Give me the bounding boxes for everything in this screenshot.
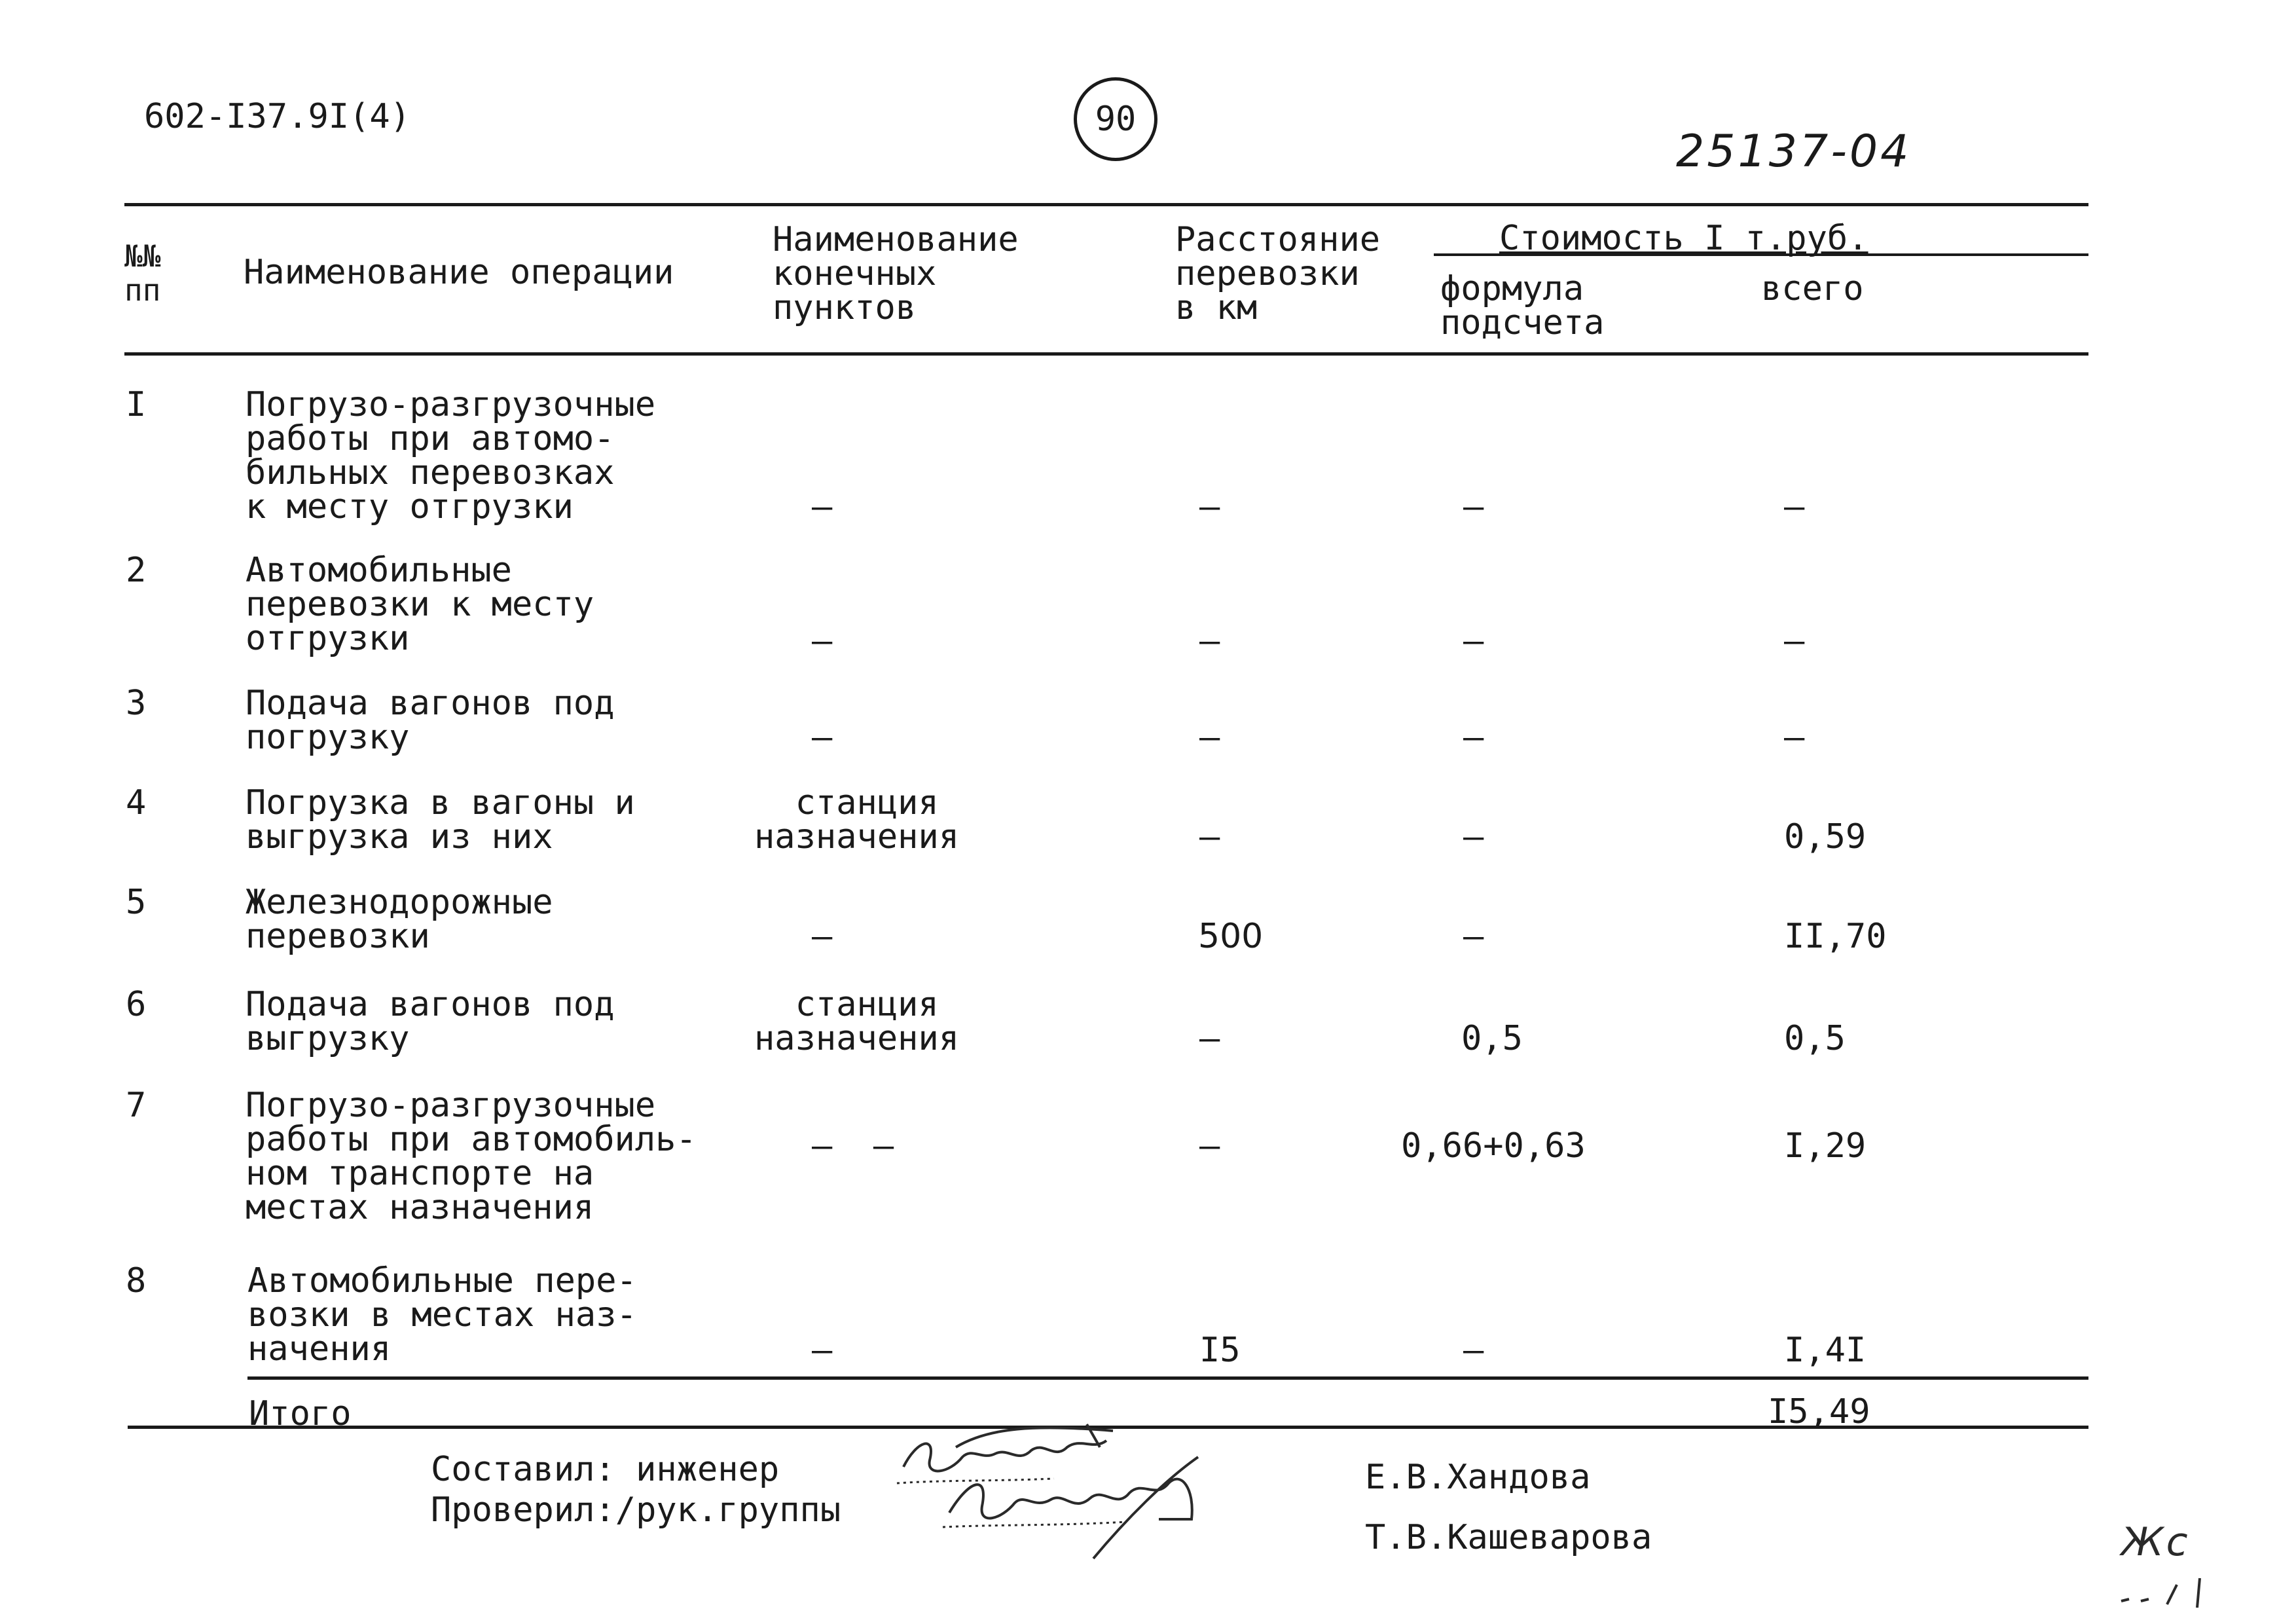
row-2-end-points: –	[812, 621, 833, 661]
signature-checked	[930, 1454, 1211, 1572]
row-6-formula: 0,5	[1461, 1019, 1523, 1058]
checked-name: Т.В.Кашеварова	[1365, 1518, 1652, 1557]
row-6-distance: –	[1199, 1019, 1220, 1058]
row-7-number: 7	[126, 1086, 147, 1125]
row-8-total: I,4I	[1784, 1331, 1867, 1370]
row-1-operation: Погрузо-разгрузочные работы при автомо- бильных перевозках к месту отгрузки	[246, 385, 656, 526]
row-7-operation: Погрузо-разгрузочные работы при автомобиль- ном транспорте на местах назначения	[246, 1086, 697, 1227]
row-3-operation: Подача вагонов под погрузку	[246, 684, 615, 757]
header-operation: Наименование операции	[244, 253, 674, 292]
row-2-number: 2	[126, 551, 147, 590]
row-1-distance: –	[1199, 487, 1220, 526]
row-1-formula: –	[1463, 487, 1484, 526]
row-1-end-points: –	[812, 487, 833, 526]
row-5-end-points: –	[812, 917, 833, 956]
row-8-end-points: –	[812, 1331, 833, 1370]
row-8-distance: I5	[1199, 1331, 1241, 1370]
margin-note-mark	[2115, 1572, 2219, 1611]
row-4-number: 4	[126, 783, 147, 822]
row-3-number: 3	[126, 684, 147, 723]
row-7-total: I,29	[1784, 1126, 1867, 1166]
compiled-name: Е.В.Хандова	[1365, 1458, 1591, 1497]
row-6-operation: Подача вагонов под выгрузку	[246, 985, 615, 1058]
row-8-number: 8	[126, 1261, 147, 1301]
row-8-formula: –	[1463, 1331, 1484, 1370]
row-6-number: 6	[126, 985, 147, 1024]
row-2-total: –	[1784, 621, 1805, 661]
total-value: I5,49	[1768, 1392, 1870, 1431]
row-3-end-points: –	[812, 718, 833, 757]
row-4-total: 0,59	[1784, 817, 1867, 857]
header-end-points: Наименование конечных пунктов	[773, 220, 1019, 327]
document-code: 602-I37.9I(4)	[144, 97, 410, 136]
row-2-formula: –	[1463, 621, 1484, 661]
row-5-number: 5	[126, 883, 147, 922]
header-cost-group: Стоимость I т.руб.	[1499, 219, 1868, 258]
page-number-circle	[1074, 77, 1157, 161]
total-label: Итого	[249, 1394, 352, 1433]
header-distance: Расстояние перевозки в км	[1175, 220, 1381, 327]
row-1-total: –	[1784, 487, 1805, 526]
checked-label: Проверил:/рук.группы	[431, 1490, 841, 1530]
header-total: всего	[1761, 269, 1864, 308]
table-top-rule	[124, 203, 2088, 206]
row-4-end-points: станция назначения	[754, 783, 960, 857]
row-3-distance: –	[1199, 718, 1220, 757]
row-4-formula: –	[1463, 817, 1484, 857]
row-1-number: I	[126, 385, 147, 424]
row-5-operation: Железнодорожные перевозки	[246, 883, 553, 956]
row-7-end-points: – –	[812, 1126, 894, 1166]
header-bottom-rule	[124, 352, 2088, 356]
row-7-distance: –	[1199, 1126, 1220, 1166]
row-3-formula: –	[1463, 718, 1484, 757]
row-4-distance: –	[1199, 817, 1220, 857]
compiled-label: Составил: инженер	[431, 1450, 780, 1489]
row-6-total: 0,5	[1784, 1019, 1846, 1058]
margin-note: Жс	[2121, 1519, 2191, 1565]
row-3-total: –	[1784, 718, 1805, 757]
header-number: №№ пп	[124, 238, 161, 308]
row-2-operation: Автомобильные перевозки к месту отгрузки	[246, 551, 594, 658]
row-2-distance: –	[1199, 621, 1220, 661]
row-8-operation: Автомобильные пере- возки в местах наз- начения	[247, 1261, 637, 1369]
row-4-operation: Погрузка в вагоны и выгрузка из них	[246, 783, 635, 857]
row-6-end-points: станция назначения	[754, 985, 960, 1058]
row-5-formula: –	[1463, 917, 1484, 956]
row-5-total: II,70	[1784, 917, 1887, 956]
row-5-distance: 500	[1198, 917, 1264, 956]
inventory-number: 25137-04	[1676, 126, 1912, 177]
total-top-rule	[247, 1376, 2088, 1380]
header-formula: формула подсчета	[1440, 269, 1605, 342]
page-number: 90	[1095, 100, 1137, 139]
row-7-formula: 0,66+0,63	[1401, 1126, 1586, 1166]
